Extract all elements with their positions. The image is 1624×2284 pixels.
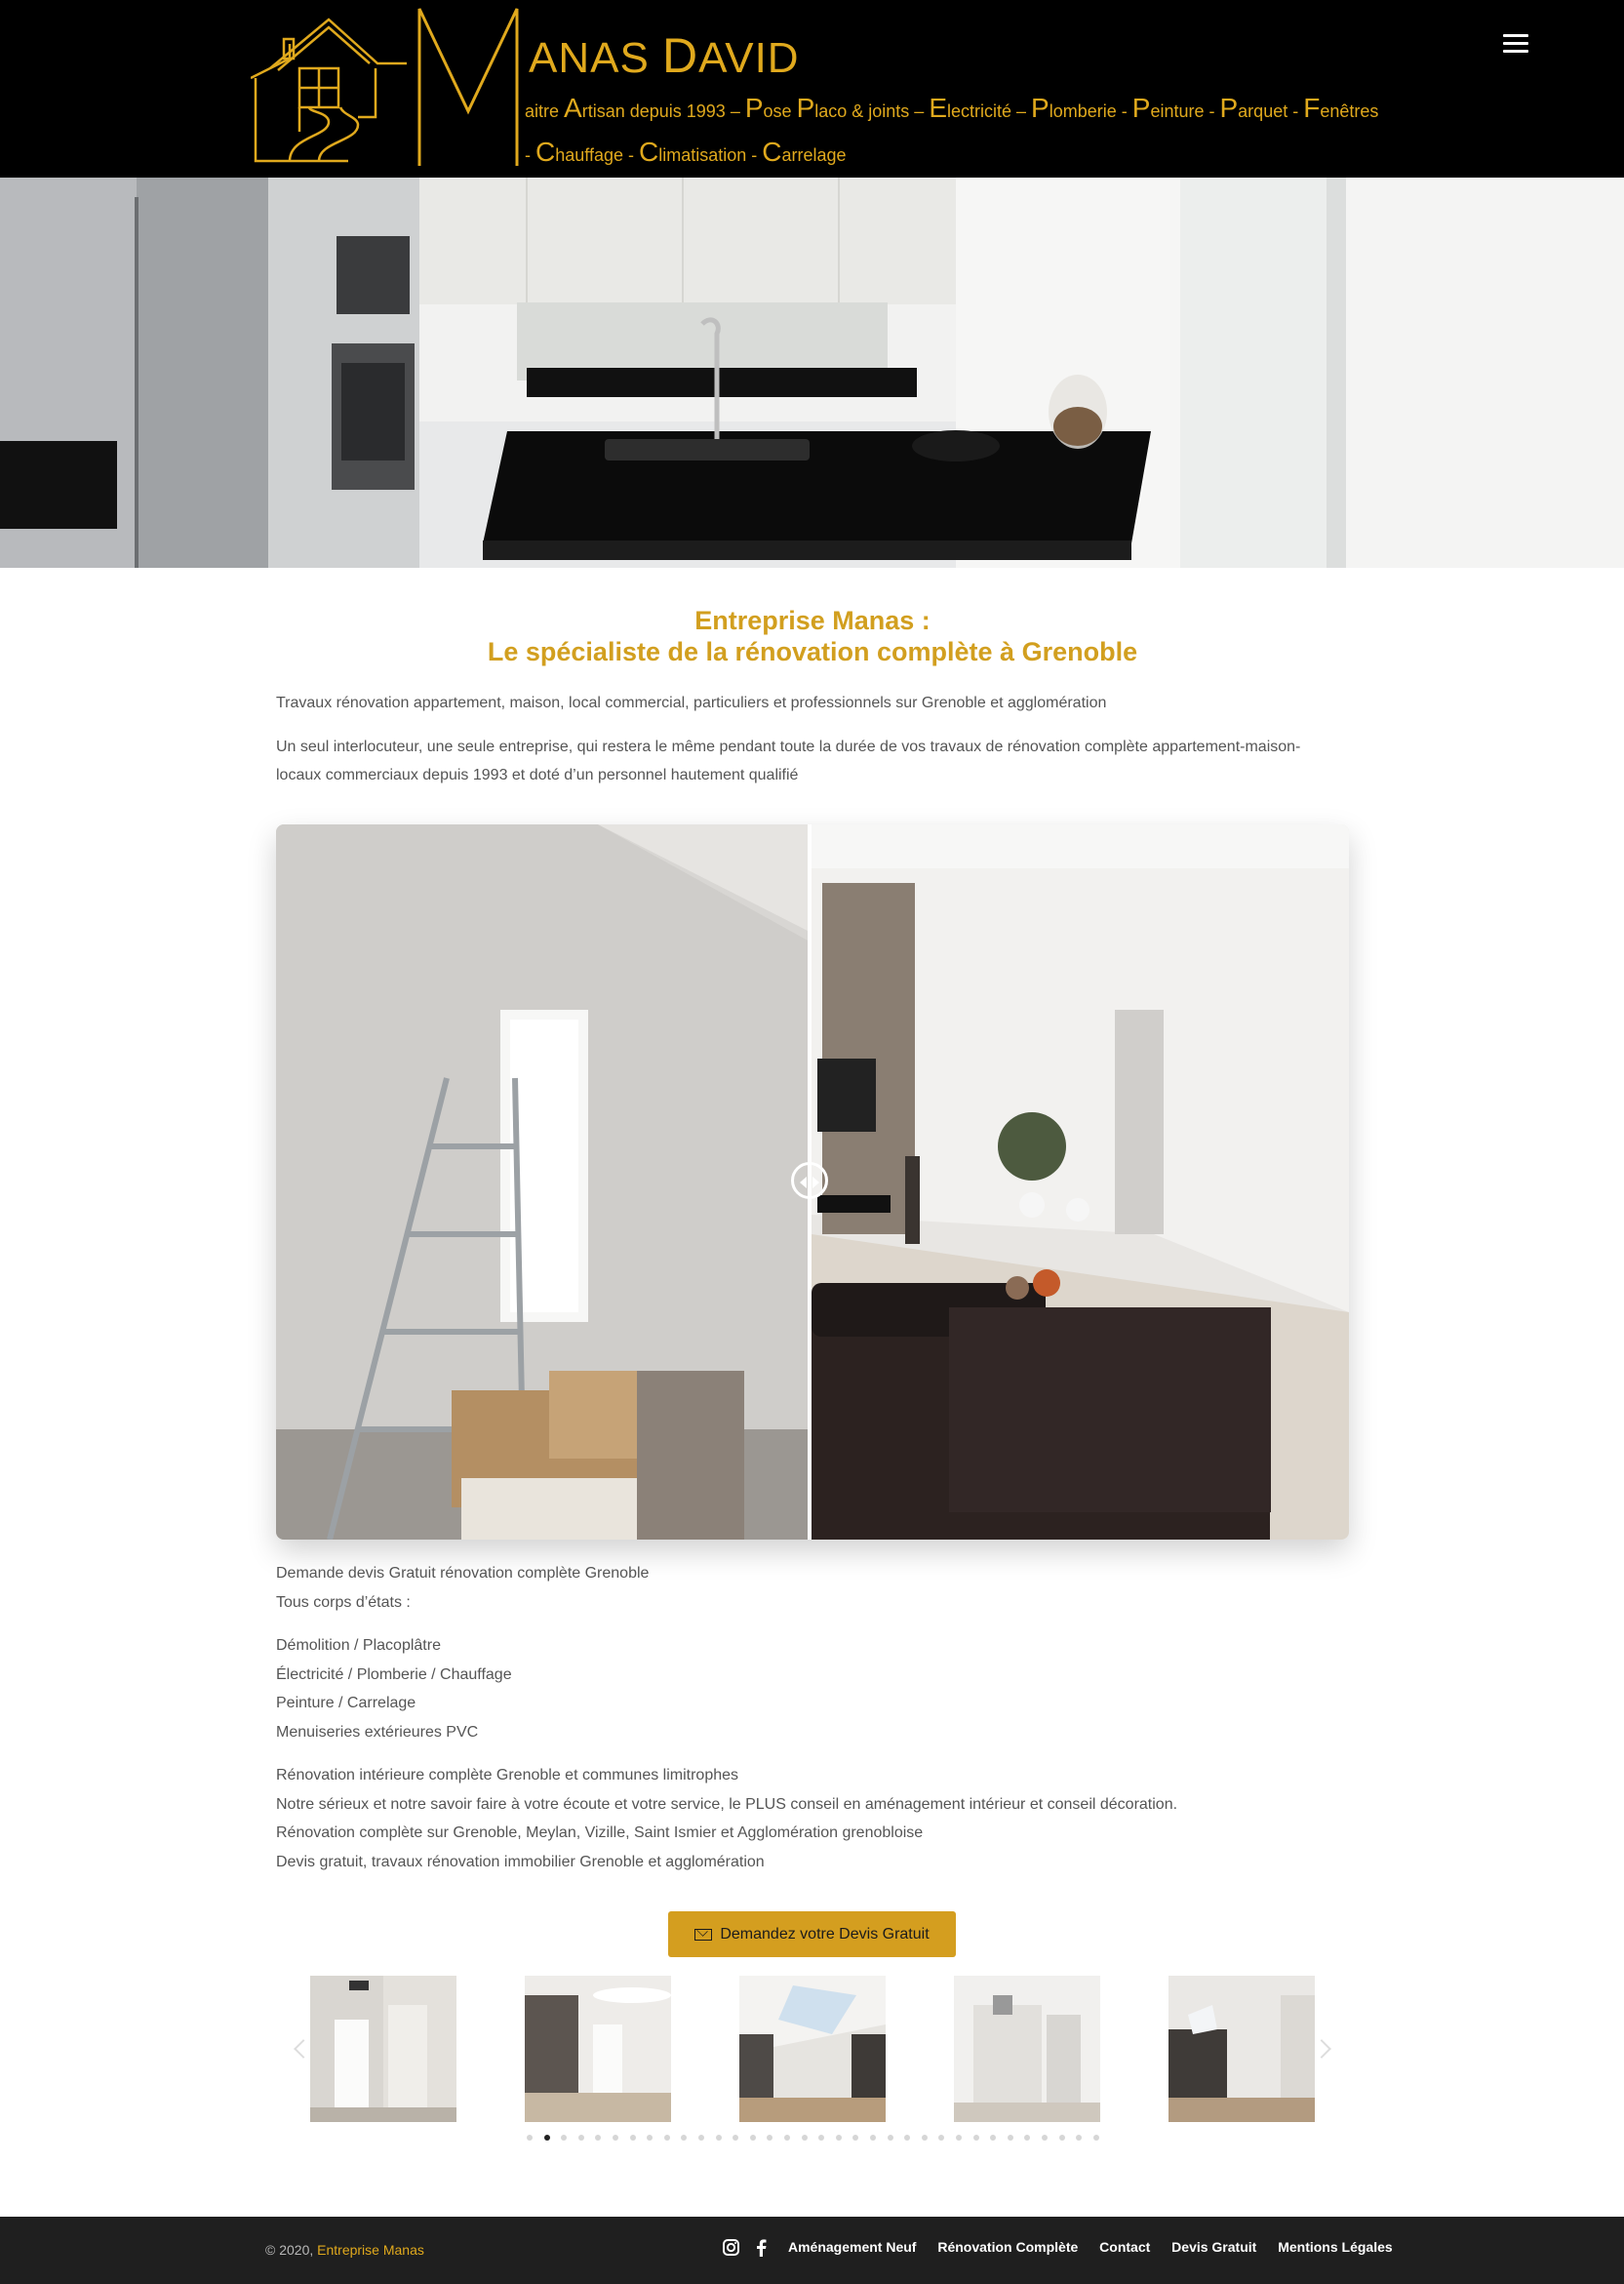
logo-name-rest: ANAS [529,34,663,82]
gallery-dot[interactable] [750,2135,756,2141]
tagline-capital: F [1303,93,1321,123]
gallery-photo [1168,1976,1315,2122]
footer-copyright [265,2242,424,2258]
devis-gratuit-label: Demandez votre Devis Gratuit [720,1925,930,1943]
gallery-dot[interactable] [1059,2135,1065,2141]
tagline-text: hauffage - [555,145,639,165]
tagline-text: limatisation - [658,145,763,165]
tagline-capital: A [564,93,582,123]
kitchen-illustration [0,178,1624,568]
devis-line: Tous corps d’états : [276,1593,411,1611]
trades-list [276,1631,1349,1746]
gallery-thumb[interactable] [525,1976,671,2122]
intro-title-line2: Le spécialiste de la rénovation complète à Grenoble [487,637,1138,666]
instagram-icon[interactable] [724,2240,738,2255]
site-header [0,0,1624,178]
before-after-slider[interactable] [276,824,1349,1540]
trade-item: Peinture / Carrelage [276,1695,416,1711]
tagline-text: lectricité – [947,101,1032,121]
gallery-dot[interactable] [613,2135,618,2141]
gallery-prev-arrow-icon[interactable] [293,2038,306,2060]
gallery-dot[interactable] [1008,2135,1013,2141]
intro-title-line1: Entreprise Manas : [694,606,931,635]
envelope-icon [694,1929,712,1941]
devis-gratuit-button[interactable] [668,1911,956,1957]
tagline-text: laco & joints – [814,101,930,121]
gallery-dot[interactable] [836,2135,842,2141]
logo-m-letter [415,4,527,166]
gallery-dot[interactable] [681,2135,687,2141]
gallery-dot[interactable] [973,2135,979,2141]
arrow-left-icon [800,1177,807,1188]
copyright-link[interactable]: Entreprise Manas [317,2242,424,2258]
renovation-line: Notre sérieux et notre savoir faire à votre écoute et votre service, le PLUS conseil en aménagement intérieur et conseil décoration. [276,1795,1178,1813]
house-logo-icon[interactable] [251,10,416,166]
gallery-dot[interactable] [784,2135,790,2141]
gallery-dot[interactable] [1042,2135,1048,2141]
gallery-dot[interactable] [767,2135,772,2141]
gallery-thumb[interactable] [310,1976,456,2122]
gallery-dot[interactable] [630,2135,636,2141]
tagline-capital: P [744,93,764,123]
renovation-line: Rénovation complète sur Grenoble, Meylan, Vizille, Saint Ismier et Agglomération grenobloise [276,1824,924,1841]
renovation-block [276,1761,1349,1876]
gallery-photo [954,1976,1100,2122]
gallery-next-arrow-icon[interactable] [1317,2038,1330,2060]
logo-tagline [525,88,1383,176]
hero-kitchen-image [0,178,1624,568]
site-footer [0,2217,1624,2284]
tagline-capital: E [929,93,947,123]
gallery-thumb[interactable] [739,1976,886,2122]
tagline-text: einture - [1150,101,1220,121]
gallery-dot[interactable] [698,2135,704,2141]
gallery-dot[interactable] [802,2135,808,2141]
gallery-thumb[interactable] [954,1976,1100,2122]
tagline-capital: C [638,137,659,167]
trade-item: Électricité / Plomberie / Chauffage [276,1665,512,1683]
facebook-icon[interactable] [757,2239,767,2257]
renovation-line: Devis gratuit, travaux rénovation immobilier Grenoble et agglomération [276,1853,765,1870]
trade-item: Démolition / Placoplâtre [276,1637,441,1654]
gallery-dot[interactable] [956,2135,962,2141]
footer-link-renovation-complete[interactable]: Rénovation Complète [937,2239,1079,2255]
intro-paragraph-1: Travaux rénovation appartement, maison, local commercial, particuliers et professionnels sur Grenoble et agglomération [276,695,1107,711]
tagline-capital: P [1219,93,1239,123]
footer-social [722,2238,780,2258]
gallery-dot[interactable] [852,2135,858,2141]
tagline-text: arquet - [1238,101,1304,121]
gallery-photo [310,1976,456,2122]
devis-line: Demande devis Gratuit rénovation complète Grenoble [276,1565,650,1582]
tagline-capital: P [1131,93,1151,123]
gallery-dot[interactable] [578,2135,584,2141]
tagline-capital: C [762,137,782,167]
footer-link-mentions-legales[interactable]: Mentions Légales [1278,2239,1393,2255]
logo-name-last: AVID [698,34,800,82]
gallery-thumb[interactable] [1168,1976,1315,2122]
gallery-dot[interactable] [544,2135,550,2141]
gallery-dot[interactable] [595,2135,601,2141]
renovation-line: Rénovation intérieure complète Grenoble et communes limitrophes [276,1767,739,1783]
gallery-dot[interactable] [527,2135,533,2141]
copyright-text: © 2020, [265,2242,318,2258]
tagline-capital: C [535,137,556,167]
gallery-dot[interactable] [818,2135,824,2141]
trade-item: Menuiseries extérieures PVC [276,1723,479,1741]
gallery-dot[interactable] [1024,2135,1030,2141]
gallery-dot[interactable] [904,2135,910,2141]
footer-link-devis-gratuit[interactable]: Devis Gratuit [1171,2239,1257,2255]
gallery-dot[interactable] [1076,2135,1082,2141]
tagline-text: ose [763,101,797,121]
gallery-photo [739,1976,886,2122]
devis-block [276,1559,1349,1617]
gallery-dot[interactable] [647,2135,653,2141]
gallery-dot[interactable] [922,2135,928,2141]
gallery-dot[interactable] [938,2135,944,2141]
tagline-text: rtisan depuis 1993 – [581,101,745,121]
gallery-dot[interactable] [990,2135,996,2141]
tagline-text: arrelage [781,145,847,165]
tagline-capital: P [1031,93,1050,123]
gallery-dot[interactable] [561,2135,567,2141]
gallery-dot[interactable] [716,2135,722,2141]
footer-link-contact[interactable]: Contact [1099,2239,1151,2255]
gallery-dot[interactable] [888,2135,893,2141]
gallery-dot[interactable] [664,2135,670,2141]
logo-name[interactable] [529,27,800,84]
footer-link-amenagement-neuf[interactable]: Aménagement Neuf [788,2239,917,2255]
gallery-dot[interactable] [733,2135,738,2141]
tagline-text: enêtres - [525,101,1379,165]
gallery-dot[interactable] [1093,2135,1099,2141]
footer-nav [788,2239,1410,2255]
intro-title [276,605,1349,667]
arrow-right-icon [812,1177,819,1188]
menu-button[interactable] [1500,29,1531,57]
slider-handle[interactable] [791,1162,828,1199]
gallery-pagination [527,2135,1112,2143]
photo-gallery [283,1976,1341,2146]
tagline-capital: P [796,93,815,123]
logo-name-d: D [662,28,699,83]
tagline-text: lomberie - [1049,101,1132,121]
tagline-text: aitre [525,101,565,121]
gallery-photo [525,1976,671,2122]
intro-paragraph-2: Un seul interlocuteur, une seule entreprise, qui restera le même pendant toute la durée de vos travaux de rénovation complète appartement-maison- locaux commerciaux depuis 1993 et doté d’un personnel hautement qualifié [276,739,1301,783]
hamburger-icon [1503,34,1528,37]
gallery-dot[interactable] [870,2135,876,2141]
